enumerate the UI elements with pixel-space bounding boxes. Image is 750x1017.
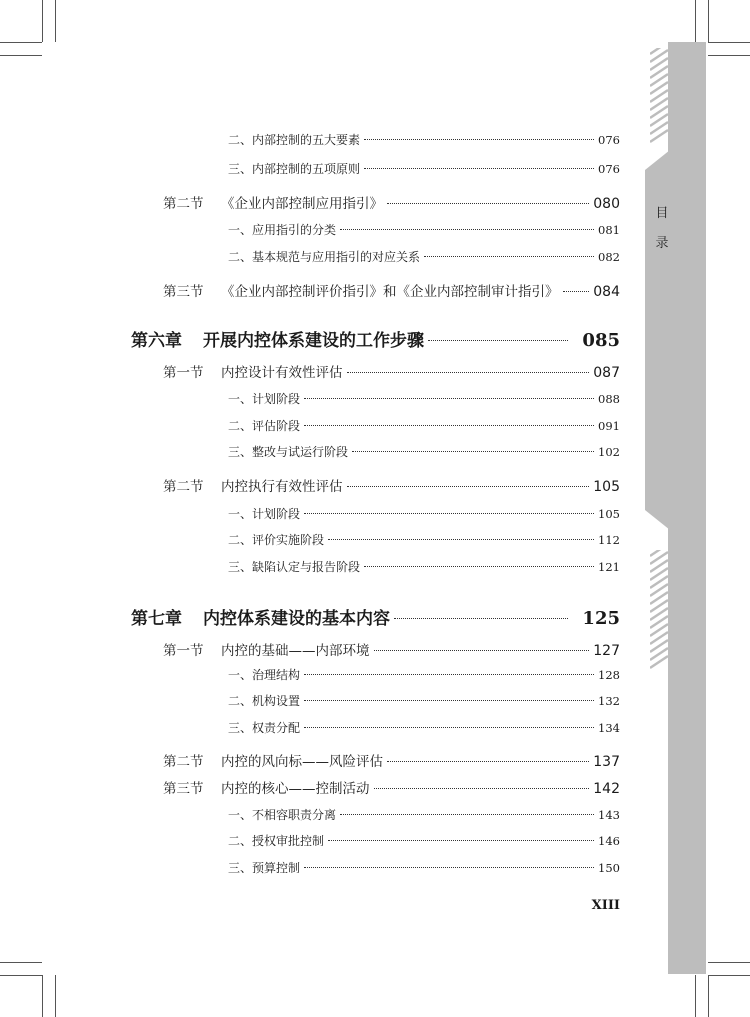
dot-leader	[304, 700, 594, 701]
toc-page-number: 102	[598, 445, 620, 459]
toc-section-row	[163, 361, 620, 381]
toc-item-title	[228, 221, 336, 238]
toc-item-title	[228, 719, 300, 736]
toc-page-number: 132	[598, 694, 620, 708]
toc-item-title	[228, 859, 300, 876]
toc-page-number: 085	[582, 330, 620, 351]
toc-section-label: 内控的基础——内部环境	[221, 643, 370, 659]
dot-leader	[304, 674, 594, 675]
toc-section-title	[163, 192, 383, 212]
toc-section-title	[163, 639, 370, 659]
dot-leader	[387, 761, 589, 762]
dot-leader	[563, 291, 590, 292]
toc-page-number: 128	[598, 668, 620, 682]
toc-item-row	[228, 390, 620, 407]
toc-item-row	[228, 505, 620, 522]
dot-leader	[340, 229, 594, 230]
toc-chapter-title	[131, 604, 390, 629]
toc-page-number: 076	[598, 133, 620, 147]
toc-item-label: 一、不相容职责分离	[228, 808, 337, 822]
toc-page-number: 091	[598, 419, 620, 433]
toc-item-title	[228, 558, 360, 575]
toc-item-row	[228, 417, 620, 434]
toc-section-number: 第一节	[163, 365, 204, 381]
dot-leader	[328, 840, 594, 841]
toc-item-title	[228, 666, 300, 683]
page-folio: XIII	[591, 898, 620, 913]
dot-leader	[304, 398, 594, 399]
dot-leader	[364, 139, 594, 140]
toc-item-label: 一、计划阶段	[228, 507, 301, 521]
toc-page-number: 125	[582, 608, 620, 629]
toc-chapter-row	[131, 604, 620, 629]
toc-section-title	[163, 750, 383, 770]
toc-item-label: 三、内部控制的五项原则	[228, 162, 361, 176]
toc-item-title	[228, 505, 300, 522]
toc-item-title	[228, 390, 300, 407]
toc-page-number: 082	[598, 250, 620, 264]
toc-section-title	[163, 777, 370, 797]
toc-chapter-number: 第六章	[131, 331, 182, 351]
toc-chapter-label: 内控体系建设的基本内容	[203, 609, 390, 629]
dot-leader	[364, 168, 594, 169]
toc-page-number: 088	[598, 392, 620, 406]
toc-item-label: 三、权责分配	[228, 721, 301, 735]
dot-leader	[374, 788, 590, 789]
dot-leader	[328, 539, 594, 540]
toc-item-title	[228, 417, 300, 434]
side-tab-label-lu: 录	[655, 236, 669, 251]
dot-leader	[347, 372, 590, 373]
toc-item-label: 二、基本规范与应用指引的对应关系	[228, 250, 421, 264]
toc-chapter-row	[131, 326, 620, 351]
toc-item-row	[228, 531, 620, 548]
dot-leader	[428, 340, 568, 341]
toc-section-title	[163, 361, 343, 381]
toc-section-number: 第二节	[163, 196, 204, 212]
toc-item-label: 一、治理结构	[228, 668, 301, 682]
toc-item-label: 三、整改与试运行阶段	[228, 445, 349, 459]
toc-page-number: 105	[598, 507, 620, 521]
toc-item-label: 二、授权审批控制	[228, 834, 325, 848]
toc-section-row	[163, 639, 620, 659]
toc-section-title	[163, 475, 343, 495]
toc-page-number: 150	[598, 861, 620, 875]
toc-item-row	[228, 666, 620, 683]
toc-section-number: 第三节	[163, 781, 204, 797]
toc-item-row	[228, 832, 620, 849]
toc-item-title	[228, 832, 324, 849]
toc-section-row	[163, 280, 620, 300]
dot-leader	[347, 486, 590, 487]
toc-section-row	[163, 777, 620, 797]
dot-leader	[387, 203, 589, 204]
dot-leader	[304, 727, 594, 728]
toc-chapter-number: 第七章	[131, 609, 182, 629]
toc-page-number: 084	[593, 284, 620, 300]
toc-page-number: 112	[598, 533, 620, 547]
toc-section-label: 内控执行有效性评估	[221, 479, 343, 495]
toc-item-label: 一、计划阶段	[228, 392, 301, 406]
toc-item-row	[228, 558, 620, 575]
dot-leader	[304, 425, 594, 426]
dot-leader	[374, 650, 590, 651]
side-tab-label-mu: 目	[655, 206, 669, 221]
toc-page-number: 146	[598, 834, 620, 848]
toc-page-number: 142	[593, 781, 620, 797]
toc-section-row	[163, 192, 620, 212]
toc-section-number: 第二节	[163, 479, 204, 495]
toc-section-number: 第一节	[163, 643, 204, 659]
toc-item-title	[228, 692, 300, 709]
toc-item-row	[228, 719, 620, 736]
toc-section-label: 《企业内部控制应用指引》	[221, 196, 383, 212]
toc-section-label: 内控设计有效性评估	[221, 365, 343, 381]
toc-page-number: 143	[598, 808, 620, 822]
toc-section-row	[163, 475, 620, 495]
toc-page-number: 087	[593, 365, 620, 381]
toc-item-row	[228, 131, 620, 148]
toc-item-label: 三、预算控制	[228, 861, 301, 875]
toc-item-row	[228, 692, 620, 709]
toc-item-title	[228, 531, 324, 548]
toc-section-number: 第三节	[163, 284, 204, 300]
toc-item-title	[228, 131, 360, 148]
dot-leader	[304, 867, 594, 868]
toc-section-label: 《企业内部控制评价指引》和《企业内部控制审计指引》	[221, 284, 559, 300]
toc-page-number: 076	[598, 162, 620, 176]
toc-section-number: 第二节	[163, 754, 204, 770]
toc-item-label: 一、应用指引的分类	[228, 223, 337, 237]
toc-page-number: 137	[593, 754, 620, 770]
toc-item-row	[228, 859, 620, 876]
dot-leader	[424, 256, 594, 257]
toc-section-title	[163, 280, 559, 300]
toc-page-number: 081	[598, 223, 620, 237]
toc-section-row	[163, 750, 620, 770]
toc-item-title	[228, 160, 360, 177]
toc-section-label: 内控的核心——控制活动	[221, 781, 370, 797]
toc-page-number: 121	[598, 560, 620, 574]
dot-leader	[304, 513, 594, 514]
toc-item-label: 二、评价实施阶段	[228, 533, 325, 547]
toc-page-number: 127	[593, 643, 620, 659]
toc-item-label: 二、内部控制的五大要素	[228, 133, 361, 147]
toc-item-row	[228, 806, 620, 823]
toc-chapter-title	[131, 326, 424, 351]
toc-item-title	[228, 806, 336, 823]
dot-leader	[394, 618, 568, 619]
dot-leader	[340, 814, 594, 815]
toc-item-row	[228, 221, 620, 238]
toc-page-number: 080	[593, 196, 620, 212]
toc-item-row	[228, 248, 620, 265]
dot-leader	[352, 451, 594, 452]
toc-item-title	[228, 443, 348, 460]
toc-item-row	[228, 160, 620, 177]
toc-chapter-label: 开展内控体系建设的工作步骤	[203, 331, 424, 351]
toc-page-number: 105	[593, 479, 620, 495]
toc-page-number: 134	[598, 721, 620, 735]
toc-item-label: 二、评估阶段	[228, 419, 301, 433]
toc-item-label: 二、机构设置	[228, 694, 301, 708]
toc-item-title	[228, 248, 420, 265]
toc-section-label: 内控的风向标——风险评估	[221, 754, 383, 770]
toc-item-label: 三、缺陷认定与报告阶段	[228, 560, 361, 574]
dot-leader	[364, 566, 594, 567]
toc-item-row	[228, 443, 620, 460]
